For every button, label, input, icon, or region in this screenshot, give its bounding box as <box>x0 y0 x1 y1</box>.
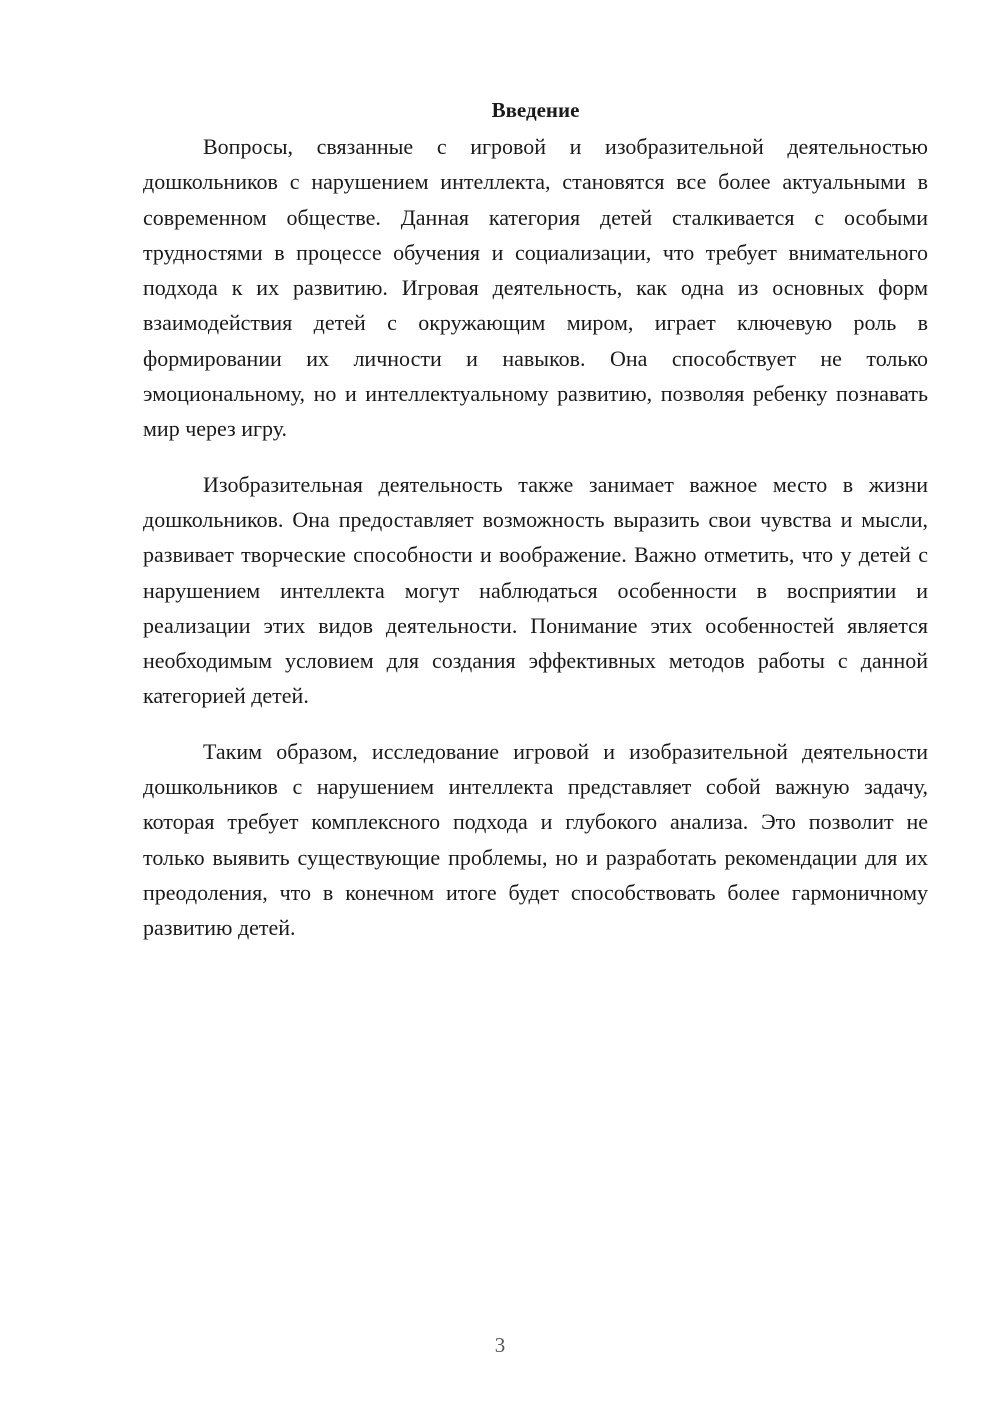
paragraph-1: Вопросы, связанные с игровой и изобразительной деятельностью дошкольников с нарушением интеллекта, становятся все более актуальными в современном обществе. Данная категория детей сталкивается с особыми трудностями в процессе обучения и социализации, что требует внимательного подхода к их развитию. Игровая деятельность, как одна из основных форм взаимодействия детей с окружающим миром, играет ключевую роль в формировании их личности и навыков. Она способствует не только эмоциональному, но и интеллектуальному развитию, позволяя ребенку познавать мир через игру. <box>143 134 928 442</box>
section-title: Введение <box>491 98 580 122</box>
paragraph-2: Изобразительная деятельность также занимает важное место в жизни дошкольников. Она предоставляет возможность выразить свои чувства и мысли, развивает творческие способности и воображение. Важно отметить, что у детей с нарушением интеллекта могут наблюдаться особенности в восприятии и реализации этих видов деятельности. Понимание этих особенностей является необходимым условием для создания эффективных методов работы с данной категорией детей. <box>143 471 928 709</box>
paragraph-3: Таким образом, исследование игровой и изобразительной деятельности дошкольников с нарушением интеллекта представляет собой важную задачу, которая требует комплексного подхода и глубокого анализа. Это позволит не только выявить существующие проблемы, но и разработать рекомендации для их преодоления, что в конечном итоге будет способствовать более гармоничному развитию детей. <box>143 738 928 941</box>
page-content <box>143 93 928 946</box>
page-number: 3 <box>494 1333 506 1357</box>
